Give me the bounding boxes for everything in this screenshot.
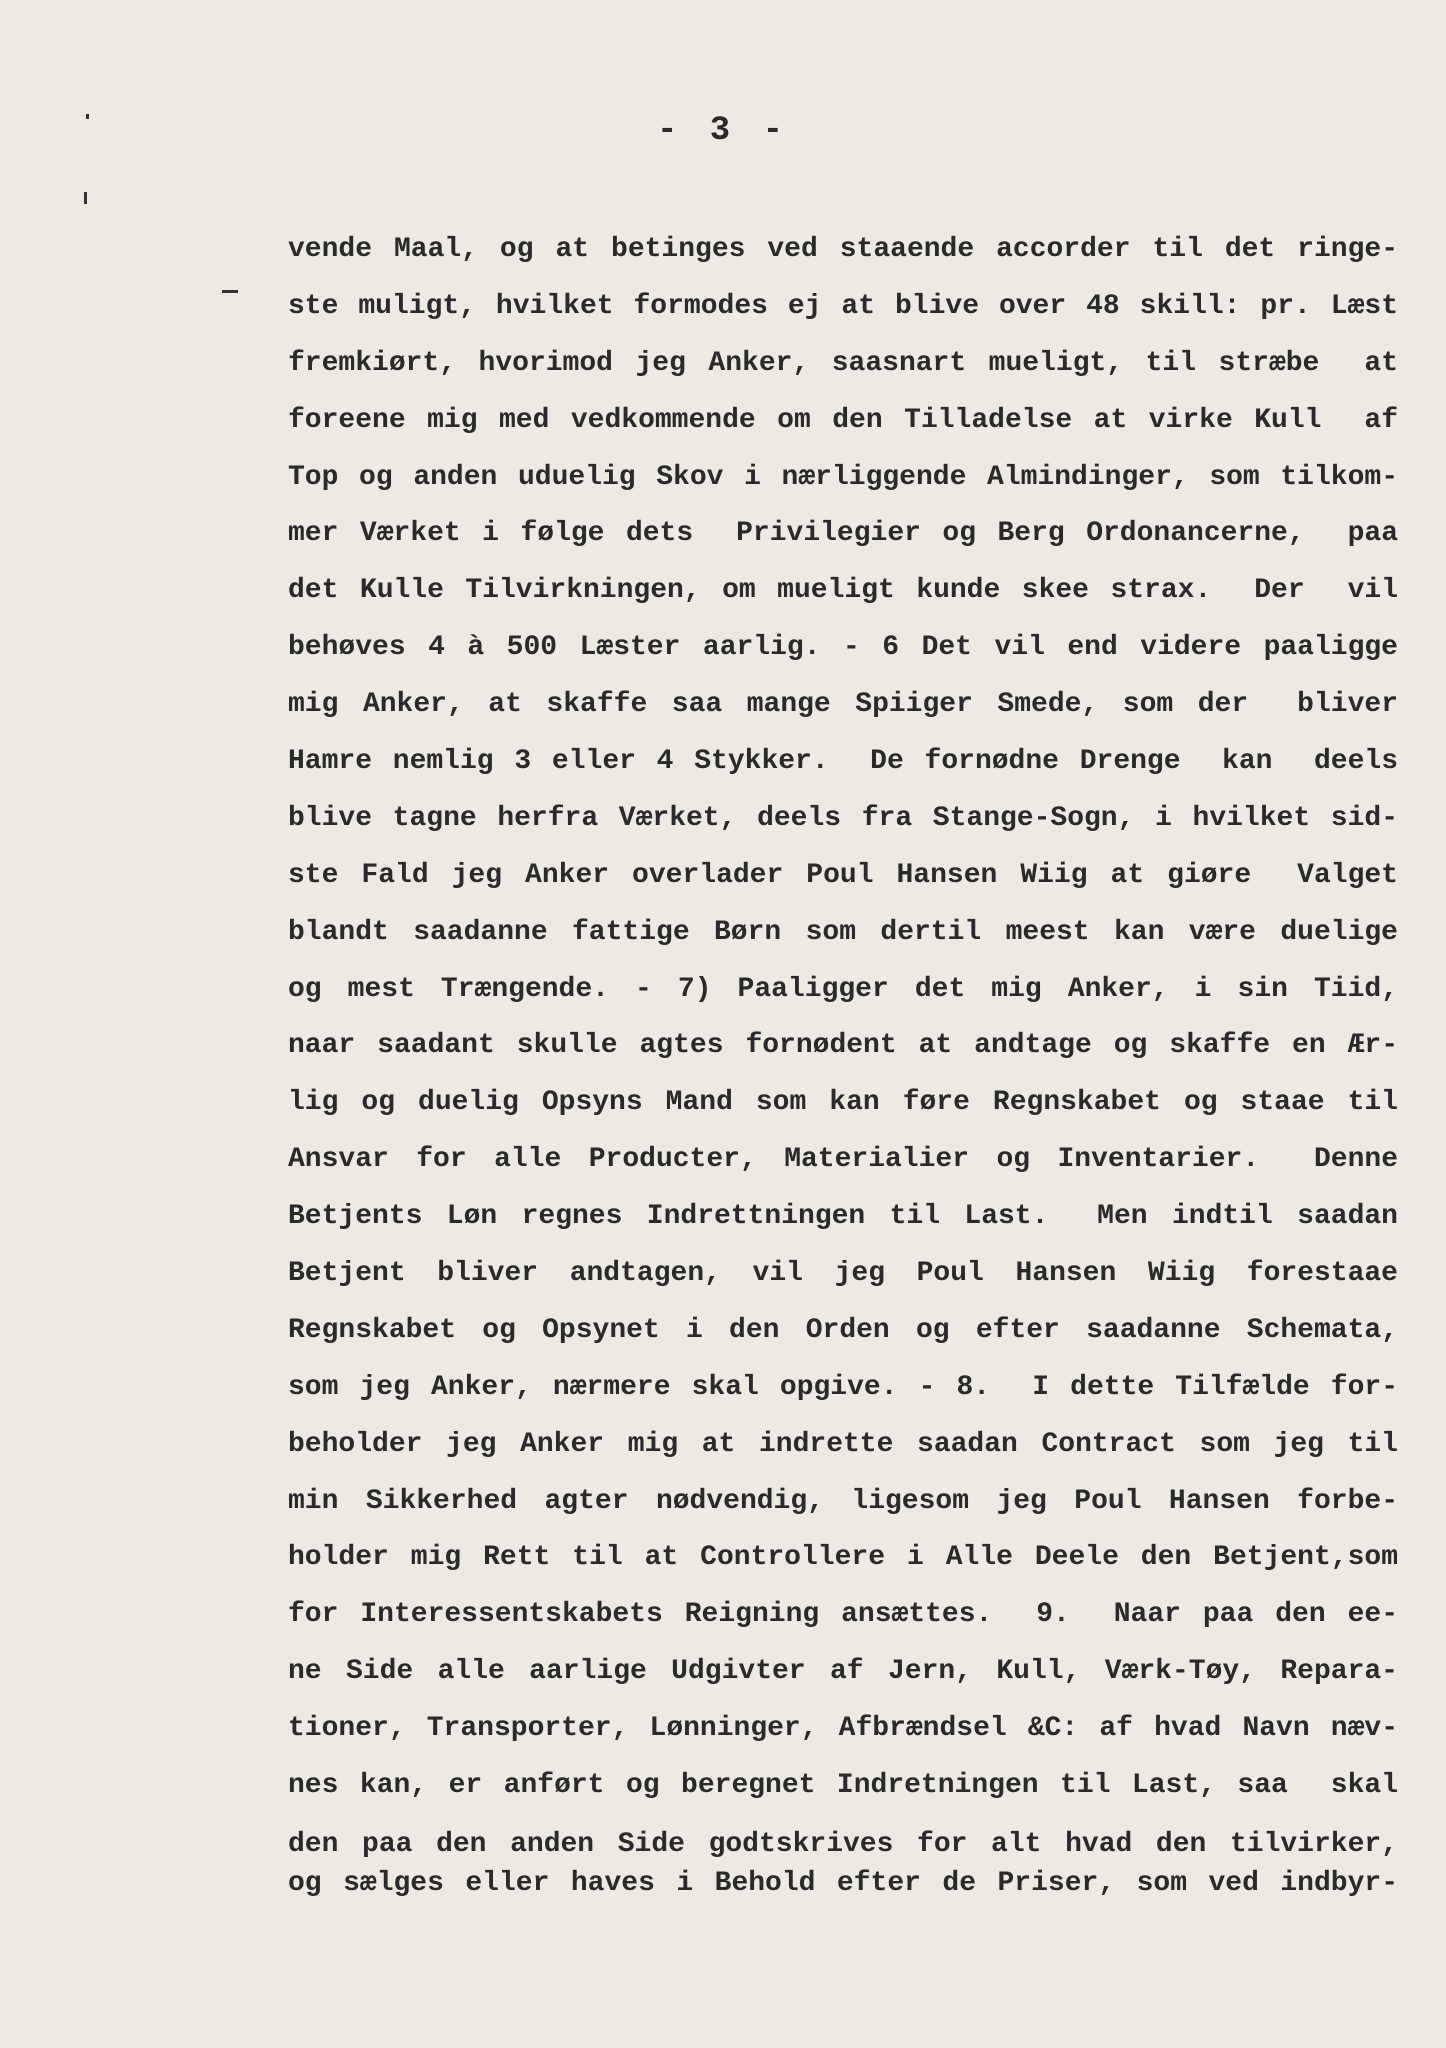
text-line: og mest Trængende. - 7) Paaligger det mig Anker, i sin Tiid, xyxy=(288,973,1398,1005)
text-line: min Sikkerhed agter nødvendig, ligesom jeg Poul Hansen forbe- xyxy=(288,1485,1398,1517)
text-line: ne Side alle aarlige Udgivter af Jern, Kull, Værk-Tøy, Repara- xyxy=(288,1656,1398,1688)
typed-text-body xyxy=(288,222,1398,1903)
text-line: fremkiørt, hvorimod jeg Anker, saasnart mueligt, til stræbe at xyxy=(288,347,1398,379)
text-line: Top og anden uduelig Skov i nærliggende Almindinger, som tilkom- xyxy=(288,461,1398,493)
text-line: blive tagne herfra Værket, deels fra Stange-Sogn, i hvilket sid- xyxy=(288,802,1398,834)
text-line: behøves 4 à 500 Læster aarlig. - 6 Det vil end videre paaligge xyxy=(288,632,1398,664)
text-line: mig Anker, at skaffe saa mange Spiiger Smede, som der bliver xyxy=(288,689,1398,721)
text-line: Hamre nemlig 3 eller 4 Stykker. De fornødne Drenge kan deels xyxy=(288,746,1398,778)
text-line: mer Værket i følge dets Privilegier og Berg Ordonancerne, paa xyxy=(288,518,1398,550)
text-line: og sælges eller haves i Behold efter de Priser, som ved indbyr- xyxy=(288,1867,1398,1899)
text-line: Regnskabet og Opsynet i den Orden og efter saadanne Schemata, xyxy=(288,1314,1398,1346)
text-line: Betjent bliver andtagen, vil jeg Poul Hansen Wiig forestaae xyxy=(288,1258,1398,1290)
text-line: nes kan, er anført og beregnet Indretningen til Last, saa skal xyxy=(288,1770,1398,1802)
text-line: blandt saadanne fattige Børn som dertil meest kan være duelige xyxy=(288,916,1398,948)
margin-mark xyxy=(222,290,238,293)
text-line: den paa den anden Side godtskrives for alt hvad den tilvirker, xyxy=(288,1828,1398,1860)
text-line: vende Maal, og at betinges ved staaende accorder til det ringe- xyxy=(288,234,1398,265)
text-line: som jeg Anker, nærmere skal opgive. - 8. I dette Tilfælde for- xyxy=(288,1371,1398,1403)
text-line: holder mig Rett til at Controllere i Alle Deele den Betjent,som xyxy=(288,1542,1398,1574)
text-line: tioner, Transporter, Lønninger, Afbrændsel &C: af hvad Navn næv- xyxy=(288,1713,1398,1745)
text-line: beholder jeg Anker mig at indrette saadan Contract som jeg til xyxy=(288,1428,1398,1460)
text-line: for Interessentskabets Reigning ansættes. 9. Naar paa den ee- xyxy=(288,1599,1398,1631)
text-line: det Kulle Tilvirkningen, om mueligt kunde skee strax. Der vil xyxy=(288,575,1398,607)
text-line: naar saadant skulle agtes fornødent at andtage og skaffe en Ær- xyxy=(288,1030,1398,1062)
text-line: Ansvar for alle Producter, Materialier og Inventarier. Denne xyxy=(288,1144,1398,1176)
text-line: foreene mig med vedkommende om den Tilladelse at virke Kull af xyxy=(288,404,1398,436)
text-line: Betjents Løn regnes Indrettningen til Last. Men indtil saadan xyxy=(288,1201,1398,1233)
text-line: ste muligt, hvilket formodes ej at blive over 48 skill: pr. Læst xyxy=(288,290,1398,322)
text-line: lig og duelig Opsyns Mand som kan føre Regnskabet og staae til xyxy=(288,1087,1398,1119)
text-line: ste Fald jeg Anker overlader Poul Hansen Wiig at giøre Valget xyxy=(288,859,1398,891)
page-number: - 3 - xyxy=(656,112,790,150)
margin-mark xyxy=(84,192,87,204)
